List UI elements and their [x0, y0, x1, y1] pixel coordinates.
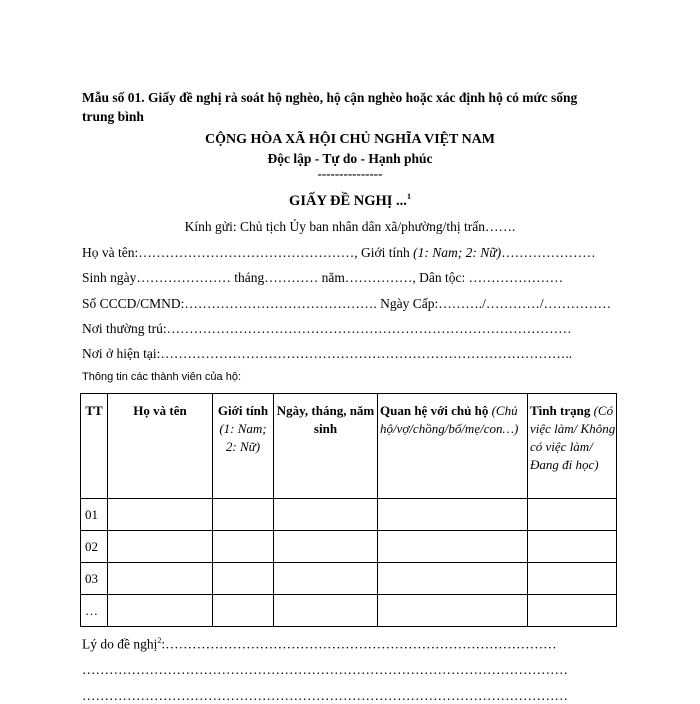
table-row — [81, 563, 617, 595]
member-status-cell[interactable] — [528, 595, 617, 627]
col-header-relation — [378, 394, 528, 499]
relation-header-main: Quan hệ với chủ hộ — [380, 403, 492, 418]
reason-footnote: 2 — [157, 636, 162, 645]
member-dob-cell[interactable] — [274, 595, 378, 627]
member-gender-cell[interactable] — [213, 499, 274, 531]
member-gender-cell[interactable] — [213, 595, 274, 627]
status-header-note: (Có việc làm/ Không có việc làm/ Đang đi học) — [530, 403, 616, 472]
addressee-line: Kính gửi: Chủ tịch Ủy ban nhân dân xã/phường/thị trấn……. — [184, 219, 516, 234]
member-dob-cell[interactable] — [274, 499, 378, 531]
member-status-cell[interactable] — [528, 563, 617, 595]
members-caption: Thông tin các thành viên của hộ: — [82, 371, 241, 383]
member-relation-cell[interactable] — [378, 563, 528, 595]
birth-ethnicity-line: Sinh ngày………………… tháng………… năm……………, Dân tộc: ………………… — [82, 270, 564, 285]
relation-header-note: (Chủ hộ/vợ/chồng/bố/mẹ/con…) — [380, 403, 519, 436]
gender-header-note: (1: Nam; 2: Nữ) — [219, 421, 267, 454]
reason-line — [82, 636, 557, 653]
row-number: 03 — [81, 563, 108, 595]
form-code-heading: Mẫu số 01. Giấy đề nghị rà soát hộ nghèo, hộ cận nghèo hoặc xác định hộ có mức sống trung bình — [82, 90, 578, 124]
member-status-cell[interactable] — [528, 499, 617, 531]
household-members-table — [80, 393, 617, 627]
document-title-text: GIẤY ĐỀ NGHỊ ... — [289, 192, 407, 209]
row-number: 02 — [81, 531, 108, 563]
national-title: CỘNG HÒA XÃ HỘI CHỦ NGHĨA VIỆT NAM — [204, 132, 495, 147]
member-name-cell[interactable] — [108, 595, 213, 627]
gender-dots: ………………… — [501, 245, 596, 260]
id-number-line: Số CCCD/CMND:……………………………………. Ngày Cấp:………./…………/…………… — [82, 296, 612, 311]
member-dob-cell[interactable] — [274, 531, 378, 563]
col-header-status — [528, 394, 617, 499]
table-row — [81, 499, 617, 531]
reason-label: Lý do đề nghị — [82, 636, 158, 652]
col-header-tt: TT — [81, 394, 108, 499]
gender-header-main: Giới tính — [217, 403, 269, 418]
name-label: Họ và tên:…………………………………………, Giới tính — [82, 245, 414, 260]
name-gender-line — [82, 245, 596, 261]
reason-continuation-line: ……………………………………………………………………………………………… — [82, 662, 568, 677]
row-number: 01 — [81, 499, 108, 531]
table-row — [81, 531, 617, 563]
document-title — [0, 192, 700, 210]
status-header-main: Tình trạng — [530, 403, 594, 418]
title-footnote: 1 — [406, 192, 411, 201]
header-rule: --------------- — [317, 166, 383, 181]
row-number: … — [81, 595, 108, 627]
member-status-cell[interactable] — [528, 531, 617, 563]
col-header-name: Họ và tên — [108, 394, 213, 499]
member-relation-cell[interactable] — [378, 499, 528, 531]
reason-continuation-line: ……………………………………………………………………………………………… — [82, 688, 568, 703]
member-relation-cell[interactable] — [378, 531, 528, 563]
table-row — [81, 595, 617, 627]
member-dob-cell[interactable] — [274, 563, 378, 595]
gender-hint: (1: Nam; 2: Nữ) — [413, 245, 502, 260]
member-name-cell[interactable] — [108, 563, 213, 595]
national-motto: Độc lập - Tự do - Hạnh phúc — [267, 151, 433, 166]
member-name-cell[interactable] — [108, 499, 213, 531]
col-header-dob: Ngày, tháng, năm sinh — [274, 394, 378, 499]
member-relation-cell[interactable] — [378, 595, 528, 627]
col-header-gender — [213, 394, 274, 499]
current-residence-line: Nơi ở hiện tại:……………………………………………………………………………….. — [82, 346, 573, 361]
member-gender-cell[interactable] — [213, 531, 274, 563]
member-gender-cell[interactable] — [213, 563, 274, 595]
member-name-cell[interactable] — [108, 531, 213, 563]
reason-dots: :…………………………………………………………………………… — [161, 636, 557, 652]
permanent-residence-line: Nơi thường trú:……………………………………………………………………………… — [82, 321, 572, 336]
